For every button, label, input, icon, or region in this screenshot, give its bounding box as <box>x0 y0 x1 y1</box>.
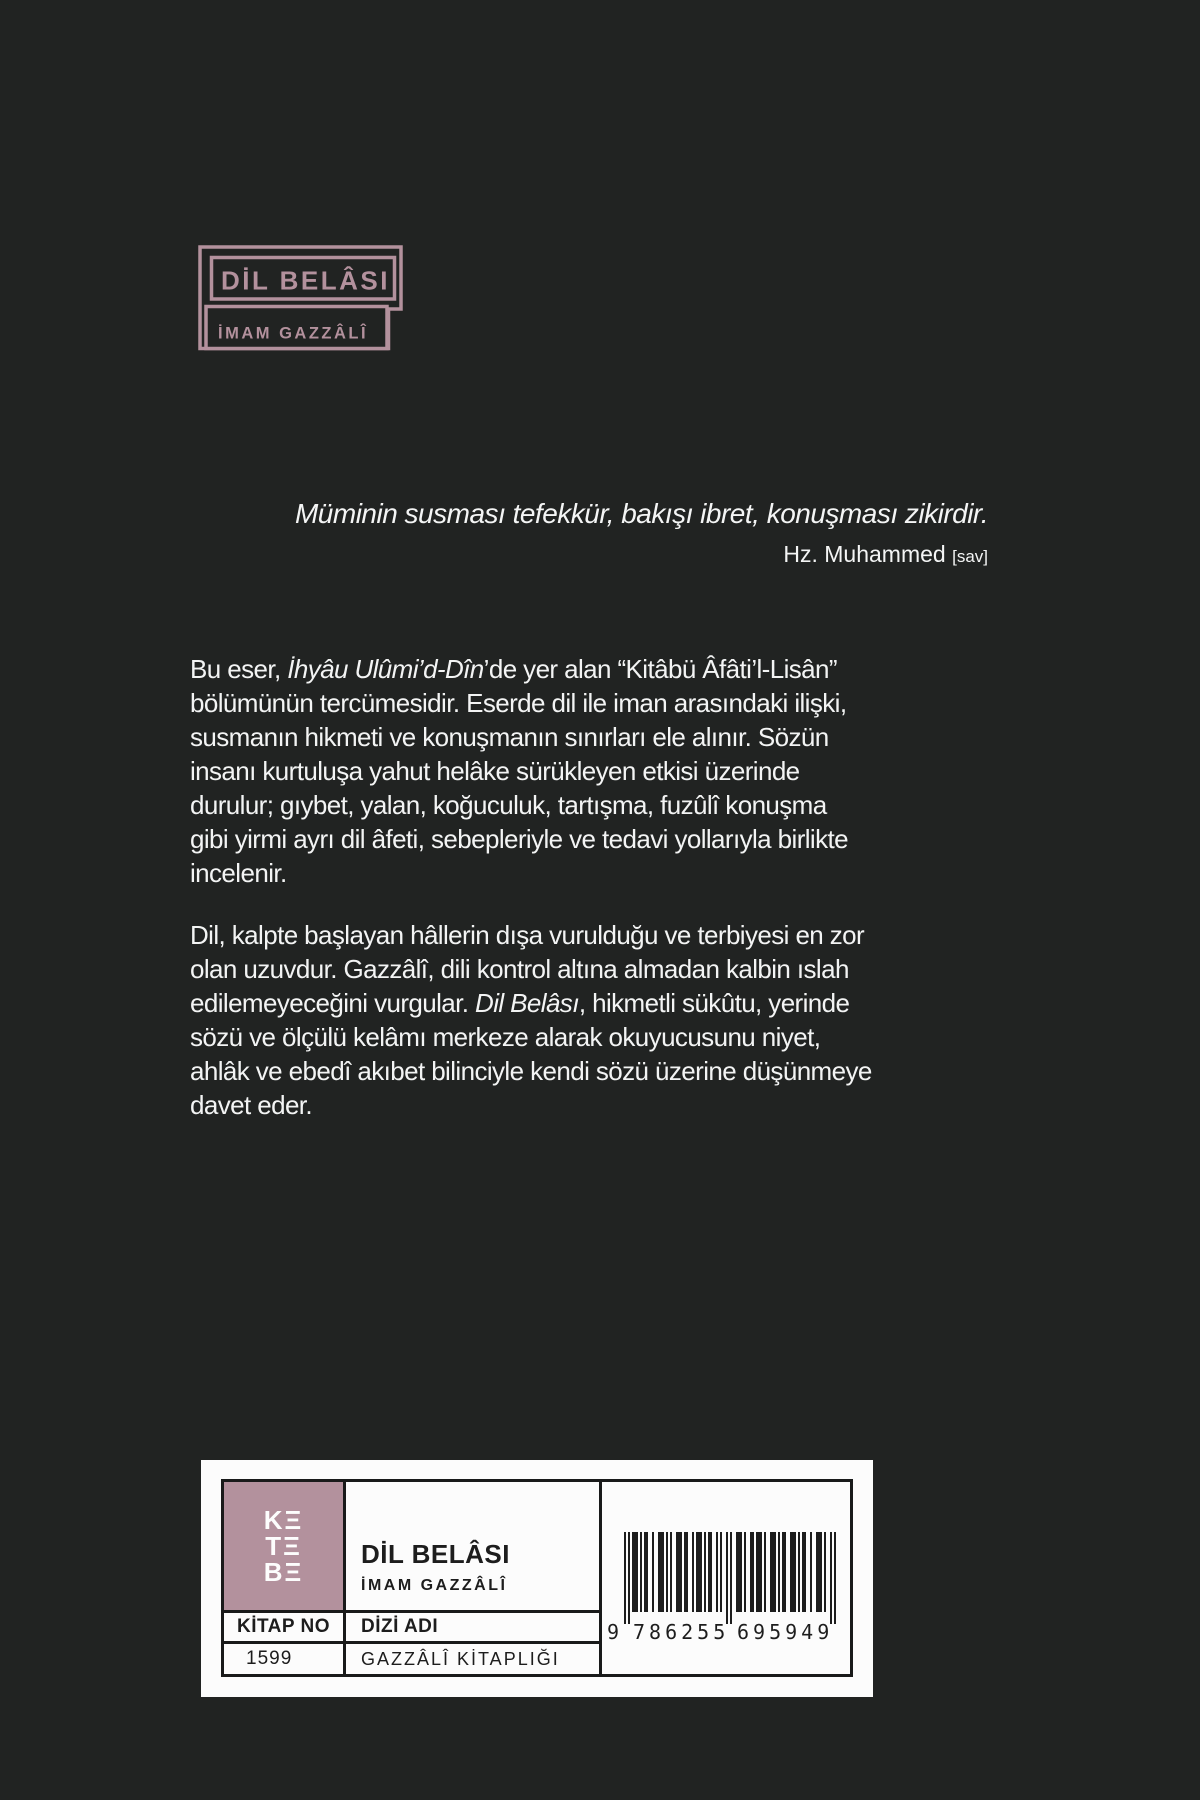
body-text-line: ahlâk ve ebedî akıbet bilinciyle kendi sözü üzerine düşünmeye <box>190 1056 872 1086</box>
emblem-book-author: İMAM GAZZÂLÎ <box>218 324 369 343</box>
body-text-line: susmanın hikmeti ve konuşmanın sınırları ele alınır. Sözün <box>190 722 829 752</box>
body-text-line: durulur; gıybet, yalan, koğuculuk, tartışma, fuzûlî konuşma <box>190 790 827 820</box>
publisher-emblem <box>198 244 408 352</box>
panel-book-title: DİL BELÂSI <box>361 1539 510 1569</box>
quote-attribution-name: Hz. Muhammed <box>783 541 953 567</box>
kitap-no-label: KİTAP NO <box>224 1613 346 1644</box>
ketebe-logo <box>224 1482 346 1613</box>
body-text-line: sözü ve ölçülü kelâmı merkeze alarak okuyucusunu niyet, <box>190 1022 821 1052</box>
panel-book-author: İMAM GAZZÂLÎ <box>361 1577 508 1594</box>
barcode-digits-group1: 786255 <box>633 1620 730 1644</box>
body-text-line: incelenir. <box>190 858 287 888</box>
kitap-no-value: 1599 <box>224 1644 346 1674</box>
ketebe-logo-line-2: TΞ <box>265 1531 302 1561</box>
barcode-digit-prefix: 9 <box>607 1620 620 1644</box>
publisher-panel <box>201 1460 873 1697</box>
barcode-graphic <box>606 1532 846 1646</box>
quote-attribution <box>190 541 988 570</box>
description-paragraph-2 <box>190 918 872 1122</box>
body-text-line: edilemeyeceğini vurgular. Dil Belâsı, hikmetli sükûtu, yerinde <box>190 988 850 1018</box>
barcode-cell <box>602 1482 850 1674</box>
publisher-table <box>221 1479 853 1677</box>
body-text-line: davet eder. <box>190 1090 313 1120</box>
quote-block <box>190 497 988 570</box>
description-paragraph-1 <box>190 652 872 890</box>
emblem-book-title: DİL BELÂSI <box>221 265 390 296</box>
quote-attribution-note: [sav] <box>952 547 988 566</box>
quote-text: Müminin susması tefekkür, bakışı ibret, konuşması zikirdir. <box>294 498 988 529</box>
barcode-digits-group2: 695949 <box>737 1620 834 1644</box>
body-text-line: olan uzuvdur. Gazzâlî, dili kontrol altına almadan kalbin ıslah <box>190 954 849 984</box>
ketebe-logo-line-3: BΞ <box>263 1557 304 1587</box>
book-info-cell <box>346 1482 602 1613</box>
body-text-line: bölümünün tercümesidir. Eserde dil ile iman arasındaki ilişki, <box>190 688 847 718</box>
body-text-line: Bu eser, İhyâu Ulûmi’d-Dîn’de yer alan “Kitâbü Âfâti’l-Lisân” <box>190 654 837 684</box>
description-text <box>190 652 872 1122</box>
dizi-adi-label: DİZİ ADI <box>346 1613 602 1644</box>
body-text-line: Dil, kalpte başlayan hâllerin dışa vurulduğu ve terbiyesi en zor <box>190 920 865 950</box>
body-text-line: gibi yirmi ayrı dil âfeti, sebepleriyle ve tedavi yollarıyla birlikte <box>190 824 848 854</box>
dizi-adi-value: GAZZÂLÎ KİTAPLIĞI <box>346 1644 602 1674</box>
ketebe-logo-line-1: KΞ <box>263 1505 304 1535</box>
emblem-frame-graphic <box>198 244 408 352</box>
body-text-line: insanı kurtuluşa yahut helâke sürükleyen etkisi üzerinde <box>190 756 800 786</box>
